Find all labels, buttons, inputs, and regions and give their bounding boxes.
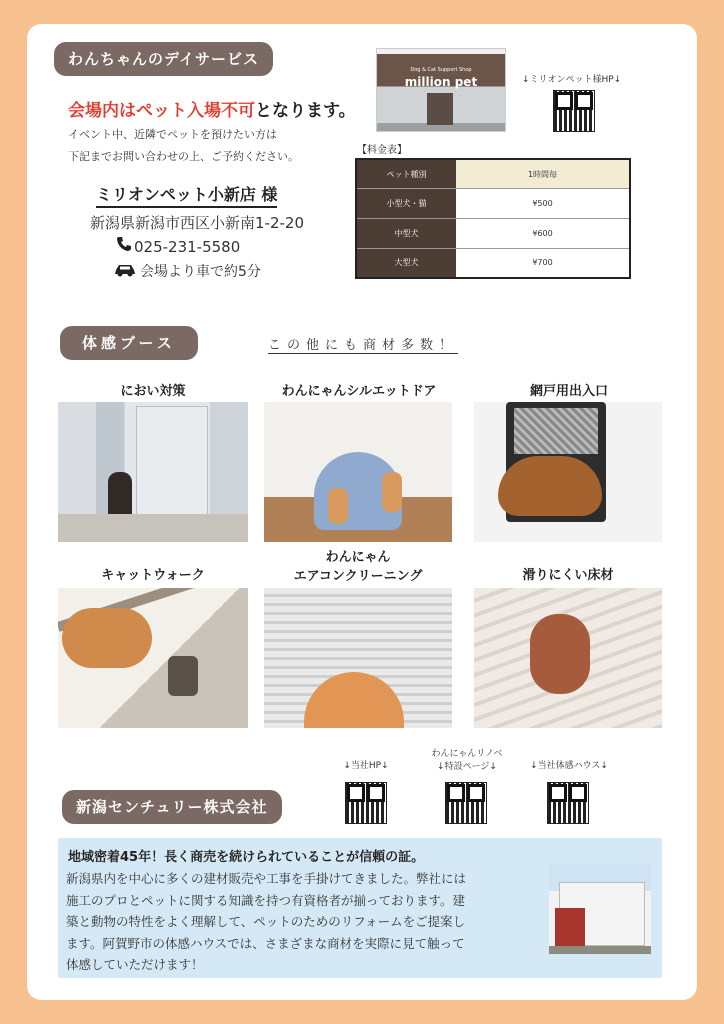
price-value: ¥600: [456, 219, 630, 249]
store-access-row: [114, 261, 261, 281]
price-row: [356, 219, 630, 249]
car-icon: [114, 263, 140, 281]
model-house-photo: [549, 864, 651, 954]
company-body-line: 体感していただけます！: [66, 957, 204, 972]
screen-door-photo: [474, 402, 662, 542]
qr-label-hp: ↓当社HP↓: [343, 761, 389, 771]
price-table: [355, 158, 631, 279]
anti-slip-floor-photo: [474, 588, 662, 728]
price-row: [356, 248, 630, 278]
company-hp-qr-code[interactable]: [345, 782, 387, 824]
poodle-shape: [530, 614, 590, 694]
store-door: [427, 93, 453, 125]
booth-caption-floor: 滑りにくい床材: [522, 568, 614, 583]
qr-label-renovation: [425, 748, 509, 774]
renovation-page-qr-code[interactable]: [445, 782, 487, 824]
company-body-line: ます。阿賀野市の体感ハウスでは、さまざまな商材を実際に見て触って: [66, 935, 465, 951]
price-table-title: 【料金表】: [357, 145, 407, 156]
store-sign-top: Dog & Cat Support Shop: [410, 67, 472, 73]
company-body: [66, 868, 542, 976]
price-header-rate: 1時間毎: [456, 159, 630, 189]
model-house-qr-code[interactable]: [547, 782, 589, 824]
ground-shape: [549, 946, 651, 954]
booth-caption-screen-door: 網戸用出入口: [529, 384, 608, 399]
qr-label-renovation-line2: ↓特設ページ↓: [437, 762, 497, 772]
store-photo: [376, 48, 506, 132]
store-phone-row: [116, 236, 240, 256]
booth-caption-aircon: [264, 548, 452, 586]
kitten-shape-2: [382, 472, 402, 512]
company-badge: 新潟センチュリー株式会社: [62, 790, 282, 824]
floor-shape: [58, 514, 248, 542]
more-products-text: この他にも商材多数！: [268, 334, 458, 354]
store-address: 新潟県新潟市西区小新南1-2-20: [90, 214, 305, 232]
venue-notice-red: 会場内はペット入場不可: [68, 101, 255, 121]
vase-shape: [168, 656, 198, 696]
access-text: 会場より車で約5分: [140, 264, 261, 280]
price-value: ¥500: [456, 189, 630, 219]
house-red-wall-shape: [555, 908, 585, 948]
kitten-shape-1: [328, 488, 348, 524]
price-value: ¥700: [456, 248, 630, 278]
venue-notice-rest: となります。: [255, 101, 356, 121]
booth-caption-aircon-line1: わんにゃん: [325, 550, 391, 565]
booth-caption-door: わんにゃんシルエットドア: [281, 384, 437, 399]
venue-notice: [68, 96, 356, 121]
tabby-cat-shape: [62, 608, 152, 668]
price-header-type: ペット種別: [356, 159, 456, 189]
silhouette-door-photo: [264, 402, 452, 542]
price-header-row: [356, 159, 630, 189]
company-body-line: 新潟県内を中心に多くの建材販売や工事を手掛けてきました。弊社には: [66, 871, 467, 886]
store-qr-label: ↓ミリオンペット様HP↓: [522, 75, 622, 85]
note-line-1: イベント中、近隣でペットを預けたい方は: [68, 128, 277, 141]
price-row: [356, 189, 630, 219]
booth-caption-aircon-line2: エアコンクリーニング: [293, 569, 423, 584]
qr-label-house: ↓当社体感ハウス↓: [530, 761, 608, 771]
aircon-cleaning-photo: [264, 588, 452, 728]
booth-caption-odor: におい対策: [120, 384, 186, 399]
dachshund-shape: [498, 456, 602, 516]
odor-control-photo: [58, 402, 248, 542]
company-body-line: 築と動物の特性をよく理解して、ペットのためのリフォームをご提案し: [66, 914, 466, 929]
company-headline: 地域密着45年！長く商売を続けられていることが信頼の証。: [68, 850, 425, 865]
qr-label-renovation-line1: わんにゃんリノベ: [431, 749, 503, 759]
orange-cat-shape: [304, 672, 404, 728]
note-line-2: 下記までお問い合わせの上、ご予約ください。: [68, 150, 299, 163]
store-name: ミリオンペット小新店 様: [96, 182, 277, 208]
day-service-badge: わんちゃんのデイサービス: [54, 42, 273, 76]
store-sign: million pet: [404, 75, 478, 89]
phone-number: 025-231-5580: [134, 238, 241, 256]
catwalk-photo: [58, 588, 248, 728]
price-type: 中型犬: [356, 219, 456, 249]
booth-badge: 体感ブース: [60, 326, 198, 360]
pet-door-flap: [514, 408, 598, 454]
price-type: 小型犬・猫: [356, 189, 456, 219]
company-body-line: 施工のプロとペットに関する知識を持つ有資格者が揃っております。建: [66, 892, 466, 908]
booth-caption-catwalk: キャットウォーク: [101, 568, 205, 583]
price-type: 大型犬: [356, 248, 456, 278]
store-qr-code[interactable]: [553, 90, 595, 132]
phone-icon: [116, 236, 134, 256]
